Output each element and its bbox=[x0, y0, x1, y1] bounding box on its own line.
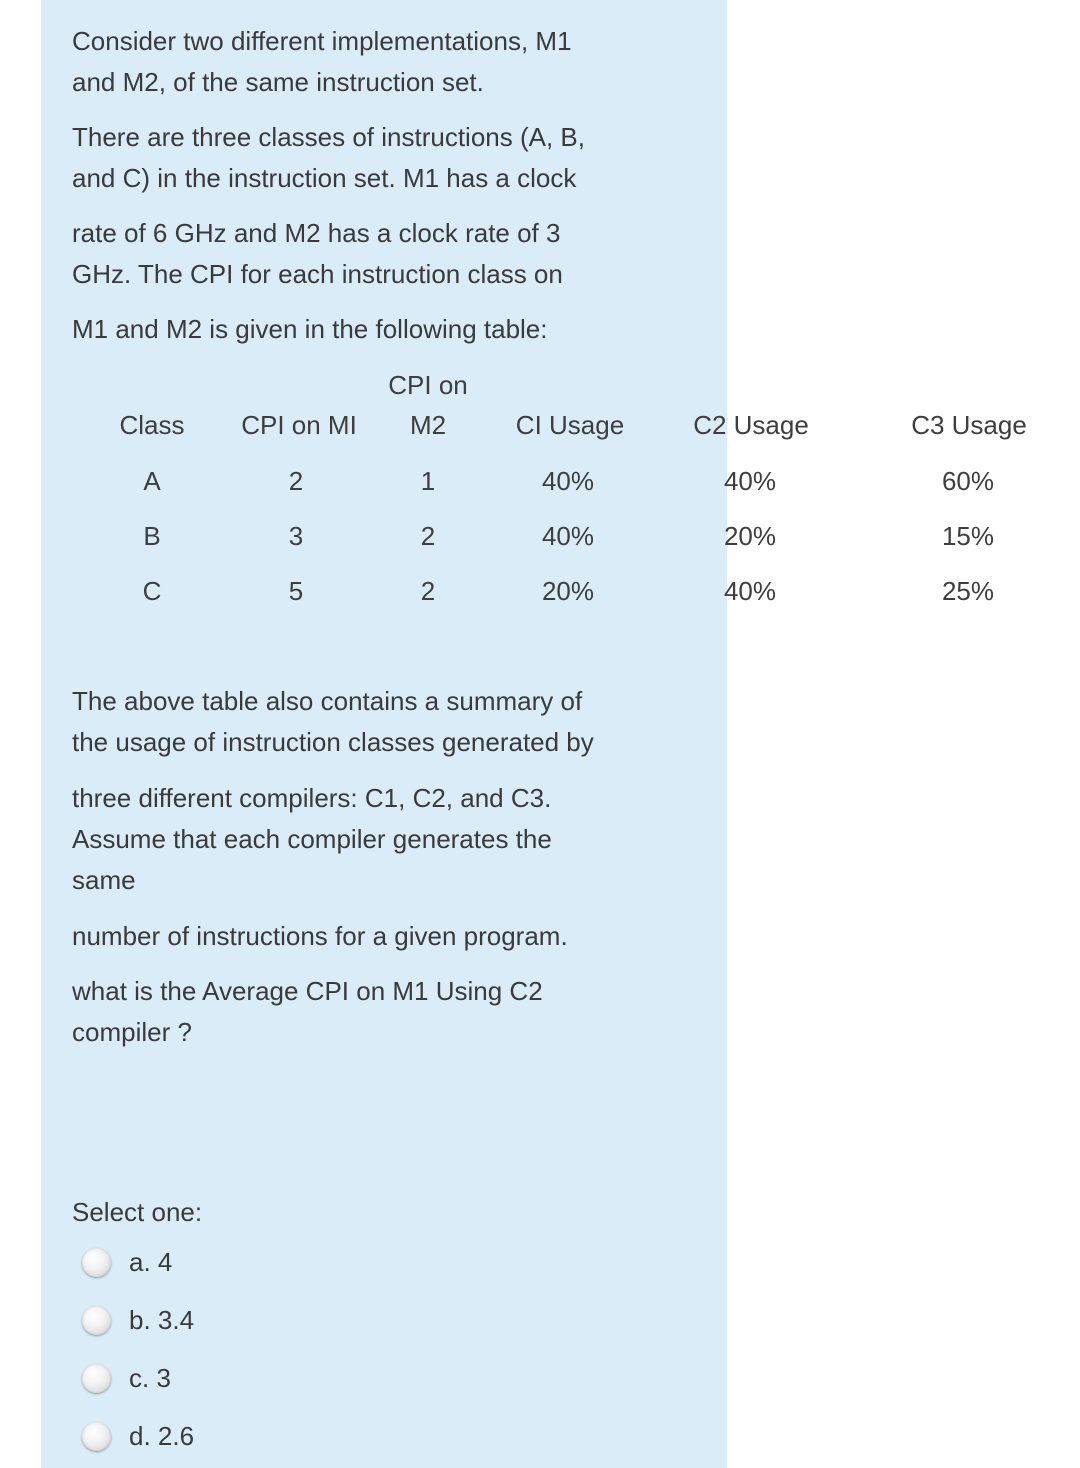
question-classes-line-2: and C) in the instruction set. M1 has a clock bbox=[72, 163, 577, 193]
question-table-intro-line: M1 and M2 is given in the following table: bbox=[72, 314, 548, 344]
header-c1-usage: CI Usage bbox=[515, 410, 625, 440]
question-clock-line-1: rate of 6 GHz and M2 has a clock rate of 3 bbox=[72, 218, 561, 248]
cell-c2-usage: 40% bbox=[723, 466, 777, 496]
cell-cpi-m2: 1 bbox=[420, 466, 436, 496]
question-intro bbox=[72, 21, 712, 103]
cell-cpi-m1: 3 bbox=[288, 521, 304, 551]
cell-c1-usage: 20% bbox=[541, 576, 595, 606]
answer-option-a[interactable] bbox=[82, 1245, 172, 1279]
header-cpi-m2-bottom: M2 bbox=[409, 410, 447, 440]
cell-cpi-m1: 2 bbox=[288, 466, 304, 496]
question-summary bbox=[72, 681, 712, 763]
cell-class: A bbox=[143, 466, 161, 496]
question-summary-line-2: the usage of instruction classes generated by bbox=[72, 727, 594, 757]
answer-option-d[interactable] bbox=[82, 1419, 194, 1453]
question-compilers-line-1: three different compilers: C1, C2, and C3. bbox=[72, 783, 552, 813]
cell-cpi-m2: 2 bbox=[420, 576, 436, 606]
answer-option-label[interactable]: c. 3 bbox=[129, 1362, 171, 1393]
question-instructions-line: number of instructions for a given program. bbox=[72, 921, 568, 951]
header-class: Class bbox=[119, 410, 185, 440]
question-clock-line-2: GHz. The CPI for each instruction class on bbox=[72, 259, 563, 289]
radio-button-b[interactable] bbox=[82, 1306, 111, 1335]
cell-cpi-m1: 5 bbox=[288, 576, 304, 606]
question-compilers-line-3: same bbox=[72, 865, 136, 895]
question-summary-line-1: The above table also contains a summary of bbox=[72, 686, 583, 716]
question-intro-line-2: and M2, of the same instruction set. bbox=[72, 67, 484, 97]
cell-c3-usage: 60% bbox=[941, 466, 995, 496]
question-intro-line-1: Consider two different implementations, M1 bbox=[72, 26, 572, 56]
answer-option-label[interactable]: d. 2.6 bbox=[129, 1420, 195, 1451]
header-c2-usage: C2 Usage bbox=[693, 410, 809, 440]
answer-option-b[interactable] bbox=[82, 1303, 194, 1337]
cell-c3-usage: 25% bbox=[941, 576, 995, 606]
cell-class: C bbox=[142, 576, 162, 606]
question-table-intro bbox=[72, 309, 712, 350]
question-prompt-line-2: compiler ? bbox=[72, 1017, 192, 1047]
cell-c3-usage: 15% bbox=[941, 521, 995, 551]
radio-button-c[interactable] bbox=[82, 1364, 111, 1393]
answer-option-label[interactable]: b. 3.4 bbox=[129, 1304, 195, 1335]
header-cpi-m2-top: CPI on bbox=[388, 370, 468, 400]
select-one-label: Select one: bbox=[72, 1197, 203, 1227]
cell-c2-usage: 20% bbox=[723, 521, 777, 551]
question-instructions bbox=[72, 916, 712, 957]
answer-option-c[interactable] bbox=[82, 1361, 171, 1395]
radio-button-a[interactable] bbox=[82, 1248, 111, 1277]
cell-c2-usage: 40% bbox=[723, 576, 777, 606]
question-compilers bbox=[72, 778, 712, 901]
question-clock-rates bbox=[72, 213, 712, 295]
question-prompt-line-1: what is the Average CPI on M1 Using C2 bbox=[72, 976, 543, 1006]
cell-c1-usage: 40% bbox=[541, 521, 595, 551]
question-compilers-line-2: Assume that each compiler generates the bbox=[72, 824, 552, 854]
question-prompt bbox=[72, 971, 712, 1053]
cell-cpi-m2: 2 bbox=[420, 521, 436, 551]
cell-c1-usage: 40% bbox=[541, 466, 595, 496]
radio-button-d[interactable] bbox=[82, 1422, 111, 1451]
header-cpi-m1: CPI on MI bbox=[241, 410, 357, 440]
question-classes bbox=[72, 117, 712, 199]
cell-class: B bbox=[143, 521, 161, 551]
question-classes-line-1: There are three classes of instructions (A, B, bbox=[72, 122, 585, 152]
header-c3-usage: C3 Usage bbox=[911, 410, 1027, 440]
answer-option-label[interactable]: a. 4 bbox=[129, 1246, 173, 1277]
